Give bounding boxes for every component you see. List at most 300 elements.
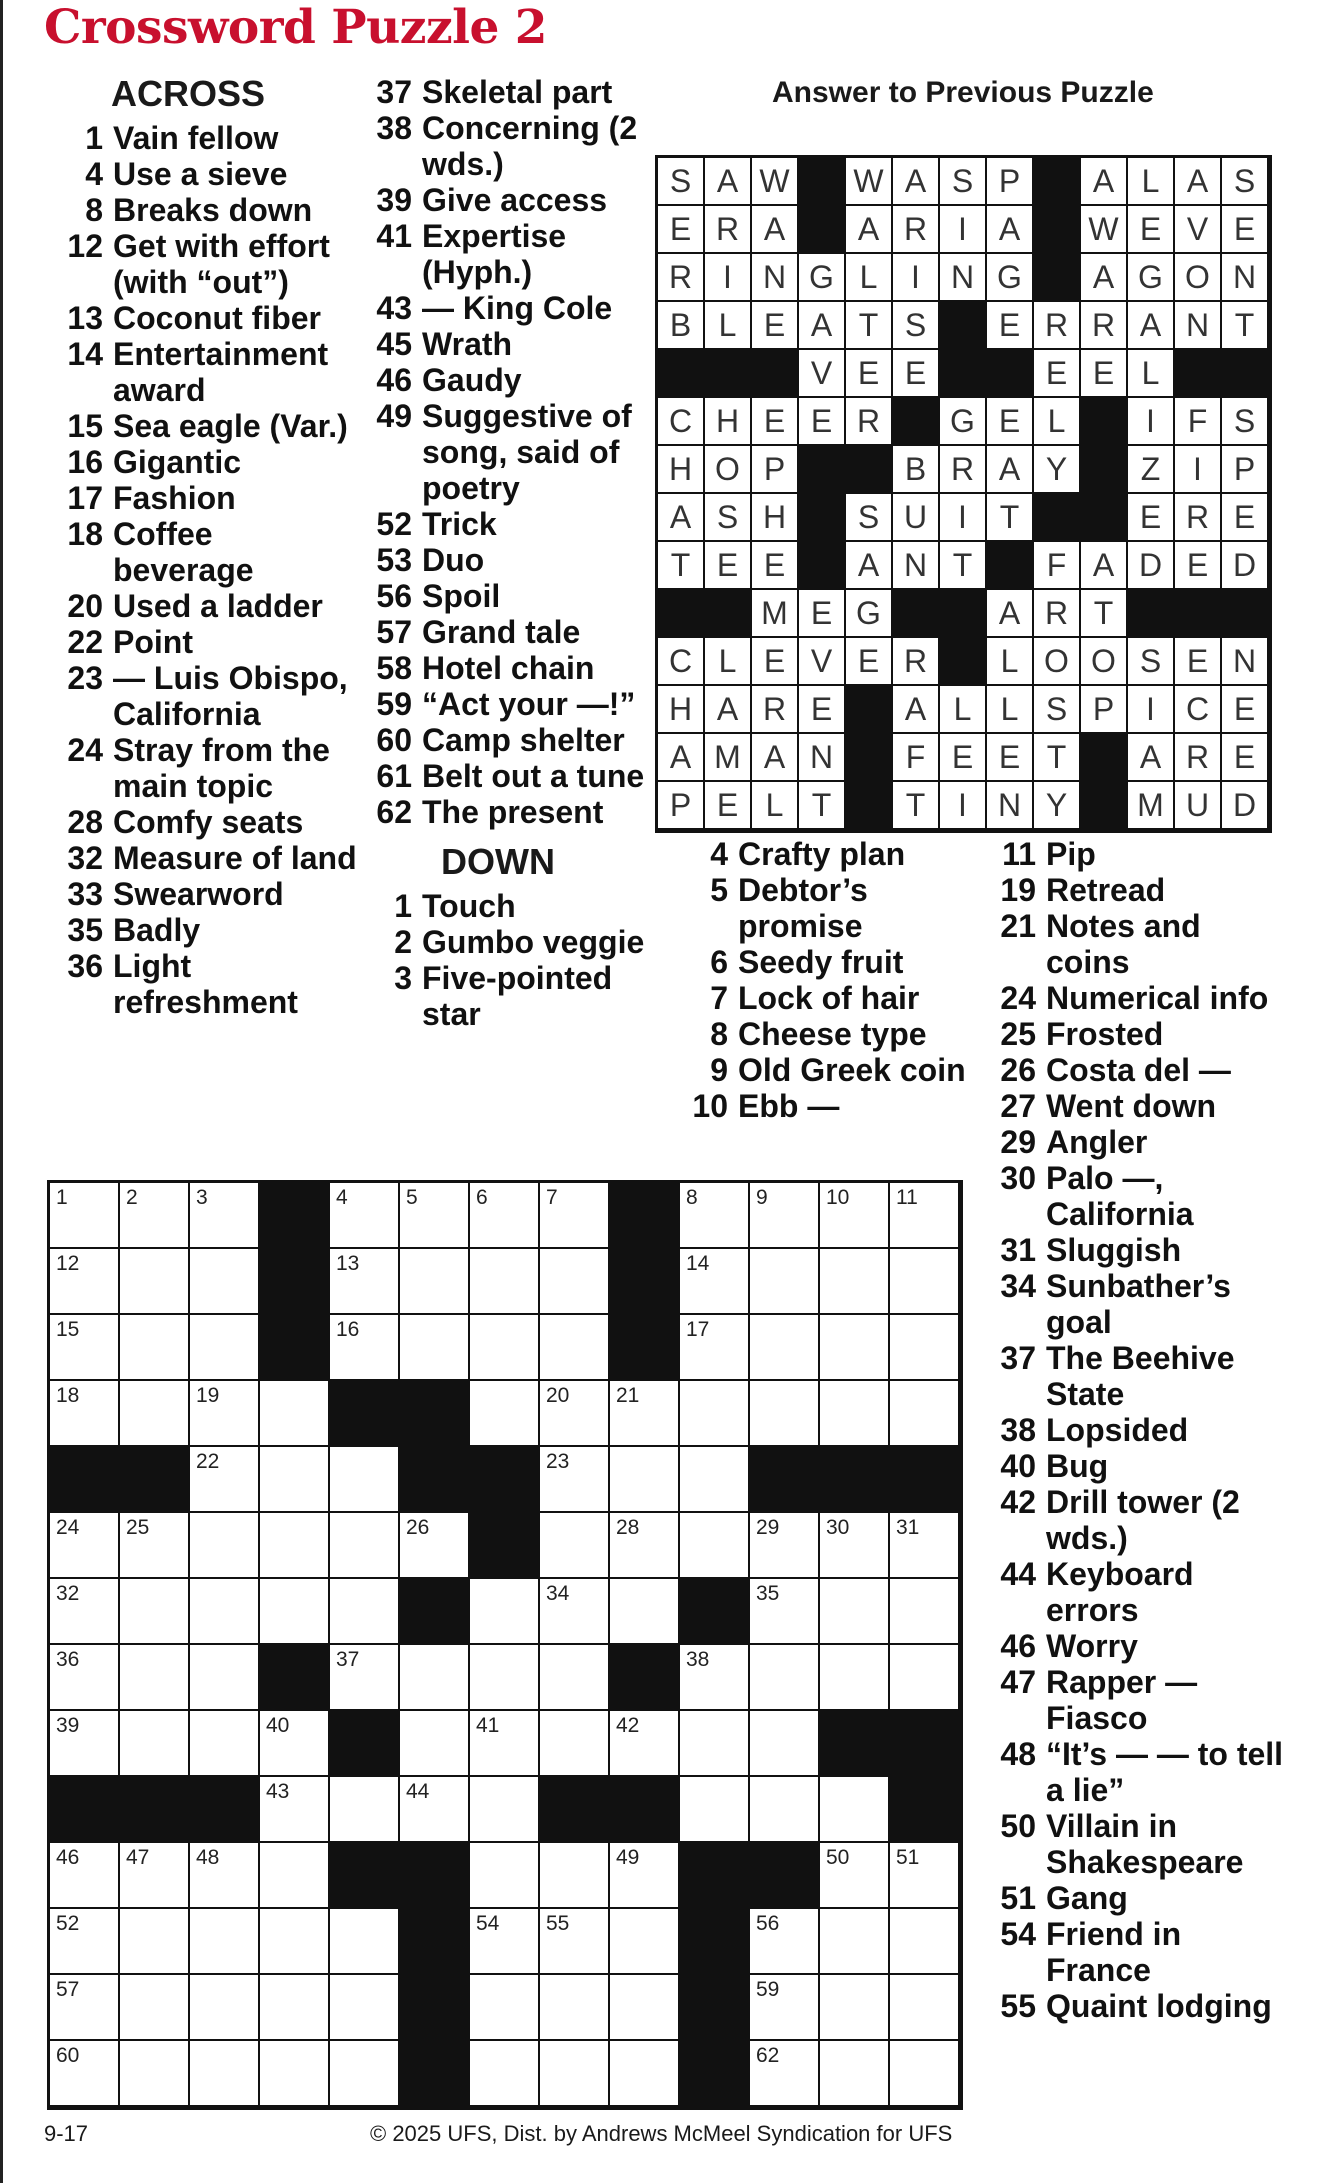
clue-text: Grand tale xyxy=(422,614,581,650)
puzzle-cell[interactable] xyxy=(820,1645,890,1711)
cell-number: 1 xyxy=(56,1186,68,1209)
answer-cell: G xyxy=(1128,254,1175,302)
answer-cell: L xyxy=(705,302,752,350)
clue-number: 6 xyxy=(710,944,728,980)
puzzle-cell[interactable] xyxy=(820,1909,890,1975)
cell-number: 34 xyxy=(546,1582,570,1605)
puzzle-cell[interactable] xyxy=(330,1645,400,1711)
answer-cell: L xyxy=(1128,158,1175,206)
answer-cell: R xyxy=(752,686,799,734)
clue-text: Five-pointed star xyxy=(422,960,613,1032)
answer-cell: R xyxy=(705,206,752,254)
puzzle-cell[interactable] xyxy=(120,1381,190,1447)
puzzle-cell[interactable] xyxy=(260,1381,330,1447)
puzzle-title: Crossword Puzzle 2 xyxy=(44,0,547,55)
answer-cell: P xyxy=(1081,686,1128,734)
answer-cell: H xyxy=(658,686,705,734)
clue-number: 40 xyxy=(1000,1448,1036,1484)
answer-cell: P xyxy=(1222,446,1269,494)
puzzle-cell[interactable] xyxy=(190,1381,260,1447)
clue-number: 20 xyxy=(67,588,103,624)
answer-cell: C xyxy=(1175,686,1222,734)
puzzle-cell[interactable] xyxy=(120,1183,190,1249)
clue-item xyxy=(57,120,357,156)
answer-cell: S xyxy=(846,494,893,542)
cell-number: 28 xyxy=(616,1516,640,1539)
puzzle-cell[interactable] xyxy=(260,1447,330,1513)
answer-black-cell xyxy=(846,686,893,734)
puzzle-cell[interactable] xyxy=(540,1843,610,1909)
puzzle-cell[interactable] xyxy=(260,1513,330,1579)
answer-cell: Z xyxy=(1128,446,1175,494)
puzzle-cell[interactable] xyxy=(50,1513,120,1579)
clue-text: Retread xyxy=(1046,872,1166,908)
puzzle-cell[interactable] xyxy=(820,1975,890,2041)
puzzle-cell[interactable] xyxy=(400,1315,470,1381)
puzzle-cell[interactable] xyxy=(120,1315,190,1381)
puzzle-cell[interactable] xyxy=(820,1579,890,1645)
puzzle-cell[interactable] xyxy=(820,1513,890,1579)
puzzle-cell[interactable] xyxy=(470,1711,540,1777)
puzzle-cell[interactable] xyxy=(120,1975,190,2041)
clue-number: 38 xyxy=(1000,1412,1036,1448)
puzzle-cell[interactable] xyxy=(190,1909,260,1975)
clue-text: Camp shelter xyxy=(422,722,625,758)
answer-black-cell xyxy=(1081,494,1128,542)
clue-number: 42 xyxy=(1000,1484,1036,1520)
clue-list xyxy=(990,836,1290,2024)
puzzle-cell[interactable] xyxy=(890,1645,960,1711)
answer-cell: L xyxy=(987,686,1034,734)
answer-cell: F xyxy=(1175,398,1222,446)
answer-cell: A xyxy=(987,206,1034,254)
puzzle-black-cell xyxy=(680,2041,750,2107)
puzzle-cell[interactable] xyxy=(400,1513,470,1579)
clue-number: 52 xyxy=(376,506,412,542)
puzzle-cell[interactable] xyxy=(190,1579,260,1645)
puzzle-cell[interactable] xyxy=(120,1645,190,1711)
answer-cell: E xyxy=(1222,734,1269,782)
clue-number: 49 xyxy=(376,398,412,434)
puzzle-cell[interactable] xyxy=(190,1645,260,1711)
clue-number: 39 xyxy=(376,182,412,218)
answer-cell: S xyxy=(940,158,987,206)
answer-cell: V xyxy=(799,638,846,686)
puzzle-black-cell xyxy=(400,1843,470,1909)
puzzle-cell[interactable] xyxy=(470,1249,540,1315)
answer-cell: W xyxy=(1081,206,1128,254)
puzzle-cell[interactable] xyxy=(680,1645,750,1711)
answer-cell: A xyxy=(752,734,799,782)
puzzle-cell[interactable] xyxy=(820,1843,890,1909)
puzzle-cell[interactable] xyxy=(330,1975,400,2041)
puzzle-cell[interactable] xyxy=(120,1711,190,1777)
puzzle-cell[interactable] xyxy=(50,2041,120,2107)
puzzle-cell[interactable] xyxy=(400,1777,470,1843)
clue-text: Notes and coins xyxy=(1046,908,1201,980)
puzzle-cell[interactable] xyxy=(120,1579,190,1645)
clue-text: — Luis Obispo, California xyxy=(113,660,348,732)
puzzle-cell[interactable] xyxy=(260,1579,330,1645)
puzzle-cell[interactable] xyxy=(680,1381,750,1447)
puzzle-cell[interactable] xyxy=(190,1249,260,1315)
clue-item xyxy=(366,506,646,542)
clue-number: 17 xyxy=(67,480,103,516)
puzzle-cell[interactable] xyxy=(190,1711,260,1777)
puzzle-cell[interactable] xyxy=(820,1249,890,1315)
puzzle-cell[interactable] xyxy=(190,1315,260,1381)
cell-number: 10 xyxy=(826,1186,850,1209)
puzzle-black-cell xyxy=(680,1975,750,2041)
puzzle-cell[interactable] xyxy=(190,1447,260,1513)
puzzle-cell[interactable] xyxy=(470,1381,540,1447)
answer-cell: S xyxy=(658,158,705,206)
puzzle-cell[interactable] xyxy=(680,1249,750,1315)
puzzle-cell[interactable] xyxy=(890,1579,960,1645)
clue-text: Wrath xyxy=(422,326,513,362)
puzzle-cell[interactable] xyxy=(260,1777,330,1843)
puzzle-cell[interactable] xyxy=(470,1579,540,1645)
puzzle-cell[interactable] xyxy=(330,2041,400,2107)
clue-text: Lock of hair xyxy=(738,980,920,1016)
puzzle-cell[interactable] xyxy=(750,1381,820,1447)
puzzle-cell[interactable] xyxy=(680,1315,750,1381)
answer-black-cell xyxy=(1081,446,1128,494)
clue-text: Use a sieve xyxy=(113,156,288,192)
answer-cell: Y xyxy=(1034,782,1081,830)
answer-cell: C xyxy=(658,398,705,446)
cell-number: 25 xyxy=(126,1516,150,1539)
answer-cell: E xyxy=(987,398,1034,446)
clue-text: Drill tower (2 wds.) xyxy=(1046,1484,1240,1556)
puzzle-cell[interactable] xyxy=(50,1909,120,1975)
puzzle-cell[interactable] xyxy=(120,1843,190,1909)
clue-item xyxy=(366,218,646,290)
puzzle-cell[interactable] xyxy=(50,1711,120,1777)
puzzle-cell[interactable] xyxy=(750,1249,820,1315)
puzzle-cell[interactable] xyxy=(330,1513,400,1579)
puzzle-cell[interactable] xyxy=(540,1381,610,1447)
cell-number: 54 xyxy=(476,1912,500,1935)
puzzle-cell[interactable] xyxy=(50,1249,120,1315)
answer-cell: H xyxy=(752,494,799,542)
clue-number: 60 xyxy=(376,722,412,758)
clue-number: 27 xyxy=(1000,1088,1036,1124)
puzzle-cell[interactable] xyxy=(610,1381,680,1447)
answer-cell: R xyxy=(1175,494,1222,542)
puzzle-cell[interactable] xyxy=(50,1315,120,1381)
clue-item xyxy=(682,980,972,1016)
answer-black-cell xyxy=(1034,206,1081,254)
answer-black-cell xyxy=(1175,350,1222,398)
clue-number: 58 xyxy=(376,650,412,686)
puzzle-cell[interactable] xyxy=(750,2041,820,2107)
puzzle-cell[interactable] xyxy=(750,1777,820,1843)
clue-item xyxy=(990,1412,1290,1448)
clue-number: 28 xyxy=(67,804,103,840)
clue-item xyxy=(990,1664,1290,1736)
puzzle-cell[interactable] xyxy=(470,1909,540,1975)
puzzle-cell[interactable] xyxy=(50,1843,120,1909)
clue-text: Rapper — Fiasco xyxy=(1046,1664,1198,1736)
puzzle-cell[interactable] xyxy=(680,1513,750,1579)
puzzle-cell[interactable] xyxy=(540,1711,610,1777)
puzzle-cell[interactable] xyxy=(330,1249,400,1315)
footer-copyright: © 2025 UFS, Dist. by Andrews McMeel Syndication for UFS xyxy=(370,2121,953,2146)
clue-text: Gumbo veggie xyxy=(422,924,645,960)
clue-item xyxy=(366,686,646,722)
answer-title: Answer to Previous Puzzle xyxy=(772,76,1154,109)
answer-cell: A xyxy=(846,206,893,254)
clue-number: 54 xyxy=(1000,1916,1036,1952)
answer-black-cell xyxy=(1222,590,1269,638)
clue-number: 59 xyxy=(376,686,412,722)
puzzle-cell[interactable] xyxy=(610,1447,680,1513)
answer-cell: N xyxy=(799,734,846,782)
puzzle-black-cell xyxy=(470,1513,540,1579)
cell-number: 3 xyxy=(196,1186,208,1209)
clue-item xyxy=(990,1628,1290,1664)
answer-cell: A xyxy=(893,686,940,734)
clue-number: 46 xyxy=(376,362,412,398)
cell-number: 46 xyxy=(56,1846,80,1869)
clue-text: Swearword xyxy=(113,876,284,912)
clue-number: 10 xyxy=(692,1088,728,1124)
puzzle-cell[interactable] xyxy=(120,1513,190,1579)
puzzle-cell[interactable] xyxy=(470,1777,540,1843)
puzzle-cell[interactable] xyxy=(540,2041,610,2107)
answer-cell: I xyxy=(1128,686,1175,734)
puzzle-cell[interactable] xyxy=(820,1315,890,1381)
answer-black-cell xyxy=(846,734,893,782)
clue-text: Belt out a tune xyxy=(422,758,645,794)
puzzle-cell[interactable] xyxy=(400,1183,470,1249)
puzzle-cell[interactable] xyxy=(610,1513,680,1579)
puzzle-cell[interactable] xyxy=(540,1909,610,1975)
clue-text: Ebb — xyxy=(738,1088,840,1124)
puzzle-cell[interactable] xyxy=(190,1843,260,1909)
puzzle-cell[interactable] xyxy=(890,1843,960,1909)
puzzle-cell[interactable] xyxy=(750,1975,820,2041)
clue-text: Comfy seats xyxy=(113,804,304,840)
puzzle-cell[interactable] xyxy=(890,1249,960,1315)
puzzle-cell[interactable] xyxy=(120,1909,190,1975)
puzzle-cell[interactable] xyxy=(750,1711,820,1777)
puzzle-cell[interactable] xyxy=(190,1513,260,1579)
clue-text: Duo xyxy=(422,542,485,578)
answer-black-cell xyxy=(658,590,705,638)
answer-black-cell xyxy=(1081,398,1128,446)
cell-number: 59 xyxy=(756,1978,780,2001)
puzzle-cell[interactable] xyxy=(120,2041,190,2107)
clue-item xyxy=(57,300,357,336)
puzzle-cell[interactable] xyxy=(470,1315,540,1381)
clue-item xyxy=(990,1268,1290,1340)
answer-cell: I xyxy=(705,254,752,302)
answer-cell: L xyxy=(1034,398,1081,446)
puzzle-cell[interactable] xyxy=(750,1183,820,1249)
clue-number: 62 xyxy=(376,794,412,830)
answer-cell: G xyxy=(799,254,846,302)
clue-item xyxy=(990,908,1290,980)
clue-text: Gigantic xyxy=(113,444,242,480)
puzzle-cell[interactable] xyxy=(610,2041,680,2107)
puzzle-cell[interactable] xyxy=(260,1843,330,1909)
puzzle-cell[interactable] xyxy=(540,1315,610,1381)
puzzle-cell[interactable] xyxy=(820,1777,890,1843)
answer-cell: M xyxy=(1128,782,1175,830)
answer-cell: R xyxy=(1081,302,1128,350)
answer-cell: E xyxy=(705,782,752,830)
puzzle-cell[interactable] xyxy=(610,1579,680,1645)
clue-text: Palo —, California xyxy=(1046,1160,1194,1232)
answer-cell: B xyxy=(893,446,940,494)
puzzle-black-cell xyxy=(890,1711,960,1777)
puzzle-cell[interactable] xyxy=(540,1645,610,1711)
clue-item xyxy=(57,876,357,912)
puzzle-cell[interactable] xyxy=(890,1975,960,2041)
puzzle-black-cell xyxy=(260,1315,330,1381)
puzzle-cell[interactable] xyxy=(470,1975,540,2041)
puzzle-cell[interactable] xyxy=(540,1579,610,1645)
clue-number: 3 xyxy=(394,960,412,996)
puzzle-cell[interactable] xyxy=(610,1711,680,1777)
puzzle-cell[interactable] xyxy=(750,1513,820,1579)
puzzle-cell[interactable] xyxy=(470,1843,540,1909)
puzzle-cell[interactable] xyxy=(330,1447,400,1513)
clue-text: Touch xyxy=(422,888,516,924)
puzzle-cell[interactable] xyxy=(260,1975,330,2041)
clue-item xyxy=(366,182,646,218)
puzzle-cell[interactable] xyxy=(610,1843,680,1909)
clue-number: 45 xyxy=(376,326,412,362)
puzzle-cell[interactable] xyxy=(50,1579,120,1645)
puzzle-cell[interactable] xyxy=(330,1183,400,1249)
cell-number: 39 xyxy=(56,1714,80,1737)
puzzle-cell[interactable] xyxy=(260,2041,330,2107)
clue-item xyxy=(57,408,357,444)
answer-cell: E xyxy=(846,638,893,686)
puzzle-cell[interactable] xyxy=(540,1183,610,1249)
puzzle-cell[interactable] xyxy=(820,1183,890,1249)
puzzle-cell[interactable] xyxy=(330,1777,400,1843)
clue-item xyxy=(682,1088,972,1124)
puzzle-cell[interactable] xyxy=(680,1711,750,1777)
cell-number: 24 xyxy=(56,1516,80,1539)
puzzle-cell[interactable] xyxy=(890,2041,960,2107)
clue-text: Fashion xyxy=(113,480,236,516)
clue-item xyxy=(990,980,1290,1016)
puzzle-cell[interactable] xyxy=(750,1909,820,1975)
answer-cell: D xyxy=(1222,542,1269,590)
puzzle-cell[interactable] xyxy=(260,1909,330,1975)
puzzle-cell[interactable] xyxy=(680,1183,750,1249)
puzzle-cell[interactable] xyxy=(890,1315,960,1381)
clue-text: Spoil xyxy=(422,578,501,614)
answer-black-cell xyxy=(658,350,705,398)
puzzle-cell[interactable] xyxy=(120,1249,190,1315)
clue-number: 33 xyxy=(67,876,103,912)
puzzle-cell[interactable] xyxy=(890,1513,960,1579)
answer-cell: R xyxy=(846,398,893,446)
puzzle-cell[interactable] xyxy=(750,1645,820,1711)
answer-cell: V xyxy=(1175,206,1222,254)
cell-number: 15 xyxy=(56,1318,80,1341)
answer-cell: T xyxy=(1222,302,1269,350)
puzzle-black-cell xyxy=(680,1579,750,1645)
puzzle-cell[interactable] xyxy=(820,2041,890,2107)
answer-cell: L xyxy=(752,782,799,830)
puzzle-cell[interactable] xyxy=(400,1249,470,1315)
puzzle-cell[interactable] xyxy=(190,1975,260,2041)
answer-cell: T xyxy=(1034,734,1081,782)
clue-item xyxy=(366,794,646,830)
puzzle-black-cell xyxy=(330,1843,400,1909)
clue-list xyxy=(682,836,972,1124)
puzzle-cell[interactable] xyxy=(750,1579,820,1645)
clue-text: Went down xyxy=(1046,1088,1217,1124)
puzzle-cell[interactable] xyxy=(540,1975,610,2041)
puzzle-cell[interactable] xyxy=(50,1183,120,1249)
puzzle-cell[interactable] xyxy=(680,1777,750,1843)
puzzle-cell[interactable] xyxy=(540,1447,610,1513)
puzzle-cell[interactable] xyxy=(820,1381,890,1447)
answer-cell: P xyxy=(658,782,705,830)
clue-text: Sluggish xyxy=(1046,1232,1182,1268)
puzzle-cell[interactable] xyxy=(470,2041,540,2107)
puzzle-cell[interactable] xyxy=(50,1381,120,1447)
answer-cell: E xyxy=(752,638,799,686)
puzzle-cell[interactable] xyxy=(400,1711,470,1777)
puzzle-cell[interactable] xyxy=(330,1909,400,1975)
answer-cell: F xyxy=(1034,542,1081,590)
puzzle-cell[interactable] xyxy=(190,2041,260,2107)
puzzle-cell[interactable] xyxy=(260,1711,330,1777)
puzzle-cell[interactable] xyxy=(400,1645,470,1711)
puzzle-cell[interactable] xyxy=(890,1909,960,1975)
puzzle-cell[interactable] xyxy=(890,1183,960,1249)
puzzle-cell[interactable] xyxy=(750,1315,820,1381)
cell-number: 21 xyxy=(616,1384,640,1407)
clue-number: 18 xyxy=(67,516,103,552)
answer-black-cell xyxy=(1034,254,1081,302)
puzzle-cell[interactable] xyxy=(190,1183,260,1249)
puzzle-cell[interactable] xyxy=(330,1579,400,1645)
down-heading: DOWN xyxy=(441,841,555,882)
cell-number: 56 xyxy=(756,1912,780,1935)
cell-number: 51 xyxy=(896,1846,920,1869)
across-heading: ACROSS xyxy=(111,73,266,114)
puzzle-cell[interactable] xyxy=(680,1447,750,1513)
puzzle-black-cell xyxy=(260,1249,330,1315)
puzzle-cell[interactable] xyxy=(470,1183,540,1249)
puzzle-cell[interactable] xyxy=(50,1645,120,1711)
answer-cell: U xyxy=(893,494,940,542)
puzzle-cell[interactable] xyxy=(470,1645,540,1711)
clue-item xyxy=(990,1232,1290,1268)
puzzle-black-cell xyxy=(50,1447,120,1513)
clue-number: 46 xyxy=(1000,1628,1036,1664)
puzzle-cell[interactable] xyxy=(890,1381,960,1447)
puzzle-cell[interactable] xyxy=(610,1909,680,1975)
answer-cell: O xyxy=(1081,638,1128,686)
puzzle-cell[interactable] xyxy=(540,1249,610,1315)
clue-item xyxy=(990,872,1290,908)
puzzle-cell[interactable] xyxy=(610,1975,680,2041)
puzzle-cell[interactable] xyxy=(50,1975,120,2041)
puzzle-cell[interactable] xyxy=(330,1315,400,1381)
puzzle-cell[interactable] xyxy=(540,1513,610,1579)
